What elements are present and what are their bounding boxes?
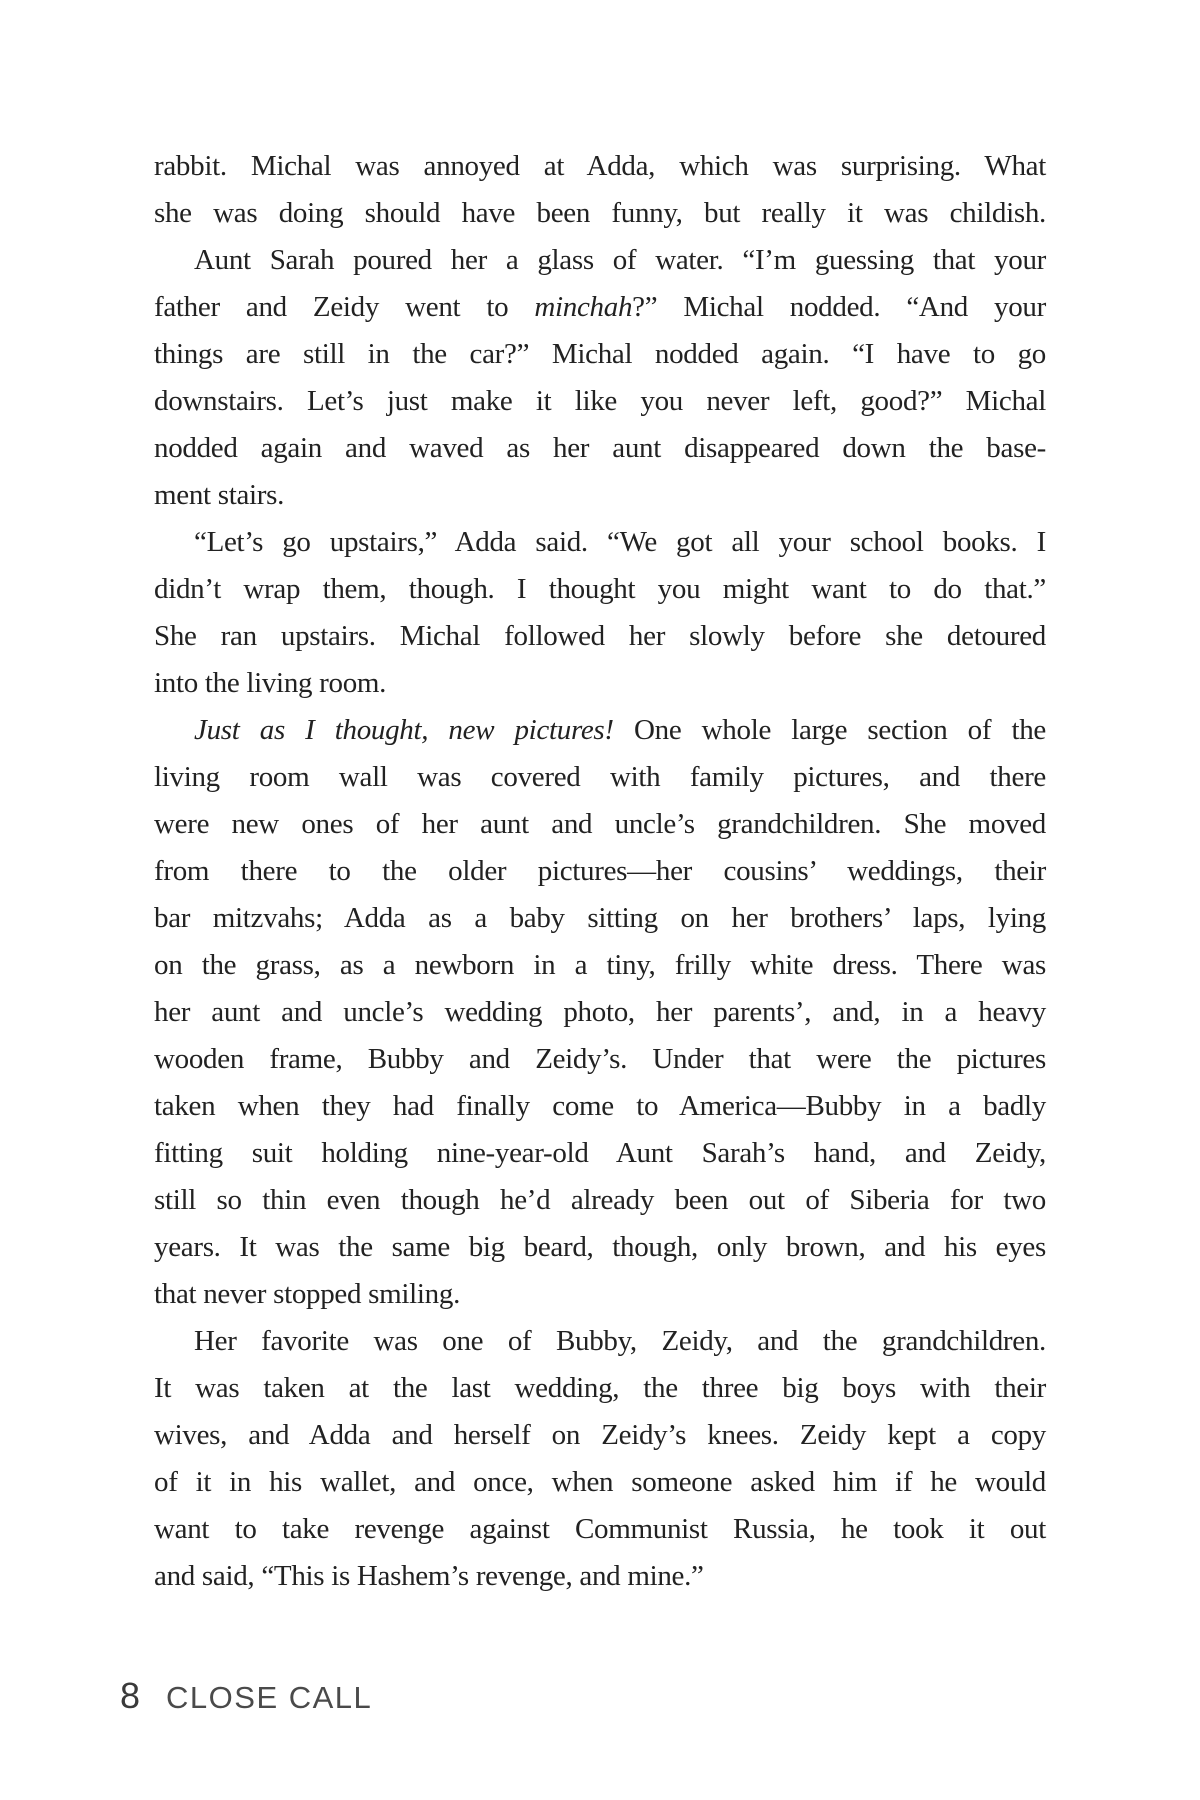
text-segment: ment stairs. xyxy=(154,479,285,511)
page-footer xyxy=(120,1675,373,1716)
text-line xyxy=(154,331,1046,378)
running-title: CLOSE CALL xyxy=(166,1680,373,1715)
italic-text-segment: minchah xyxy=(534,291,633,323)
text-segment: years. It was the same big beard, though, only brown, and his eyes xyxy=(154,1231,1046,1263)
page-number: 8 xyxy=(120,1675,141,1716)
text-line xyxy=(154,707,1046,754)
text-segment: downstairs. Let’s just make it like you never left, good?” Michal xyxy=(154,385,1046,417)
text-segment: She ran upstairs. Michal followed her slowly before she detoured xyxy=(154,620,1046,652)
text-line xyxy=(154,378,1046,425)
text-segment: that never stopped smiling. xyxy=(154,1278,461,1310)
text-line xyxy=(154,1459,1046,1506)
text-segment: rabbit. Michal was annoyed at Adda, which was surprising. What xyxy=(154,150,1046,182)
text-segment: bar mitzvahs; Adda as a baby sitting on her brothers’ laps, lying xyxy=(154,902,1046,934)
text-segment: living room wall was covered with family pictures, and there xyxy=(154,761,1046,793)
text-line xyxy=(154,942,1046,989)
text-line xyxy=(154,190,1046,237)
text-segment: things are still in the car?” Michal nodded again. “I have to go xyxy=(154,338,1046,370)
text-segment: and said, “This is Hashem’s revenge, and mine.” xyxy=(154,1560,704,1592)
text-line xyxy=(154,754,1046,801)
text-line xyxy=(154,1083,1046,1130)
text-line xyxy=(154,895,1046,942)
text-line xyxy=(154,1506,1046,1553)
text-segment: “Let’s go upstairs,” Adda said. “We got all your school books. I xyxy=(194,526,1046,558)
text-segment: want to take revenge against Communist Russia, he took it out xyxy=(154,1513,1046,1545)
text-line xyxy=(154,989,1046,1036)
text-segment: ?” Michal nodded. “And your xyxy=(632,291,1046,323)
text-line xyxy=(154,425,1046,472)
text-segment: on the grass, as a newborn in a tiny, frilly white dress. There was xyxy=(154,949,1046,981)
text-segment: still so thin even though he’d already been out of Siberia for two xyxy=(154,1184,1046,1216)
italic-text-segment: Just as I thought, new pictures! xyxy=(194,714,614,746)
text-line xyxy=(154,1177,1046,1224)
text-line xyxy=(154,519,1046,566)
text-line xyxy=(154,472,1046,519)
text-segment: Her favorite was one of Bubby, Zeidy, and the grandchildren. xyxy=(194,1325,1046,1357)
text-segment: father and Zeidy went to xyxy=(154,291,535,323)
text-segment: wives, and Adda and herself on Zeidy’s knees. Zeidy kept a copy xyxy=(154,1419,1046,1451)
text-line xyxy=(154,660,1046,707)
text-segment: It was taken at the last wedding, the three big boys with their xyxy=(154,1372,1046,1404)
text-segment: from there to the older pictures—her cousins’ weddings, their xyxy=(154,855,1046,887)
text-segment: taken when they had finally come to America—Bubby in a badly xyxy=(154,1090,1046,1122)
text-segment: wooden frame, Bubby and Zeidy’s. Under that were the pictures xyxy=(154,1043,1046,1075)
text-segment: nodded again and waved as her aunt disappeared down the base- xyxy=(154,432,1046,464)
text-segment: One whole large section of the xyxy=(613,714,1046,746)
text-segment: of it in his wallet, and once, when someone asked him if he would xyxy=(154,1466,1046,1498)
text-segment: didn’t wrap them, though. I thought you might want to do that.” xyxy=(154,573,1046,605)
text-line xyxy=(154,237,1046,284)
text-line xyxy=(154,1271,1046,1318)
text-segment: were new ones of her aunt and uncle’s grandchildren. She moved xyxy=(154,808,1046,840)
text-line xyxy=(154,1553,1046,1600)
text-line xyxy=(154,1365,1046,1412)
body-text xyxy=(154,143,1046,1600)
text-segment: into the living room. xyxy=(154,667,387,699)
text-line xyxy=(154,801,1046,848)
text-line xyxy=(154,1130,1046,1177)
text-line xyxy=(154,1318,1046,1365)
text-line xyxy=(154,1224,1046,1271)
text-line xyxy=(154,143,1046,190)
text-line xyxy=(154,1036,1046,1083)
text-line xyxy=(154,848,1046,895)
text-segment: she was doing should have been funny, but really it was childish. xyxy=(154,197,1046,229)
text-segment: Aunt Sarah poured her a glass of water. “I’m guessing that your xyxy=(194,244,1046,276)
text-segment: fitting suit holding nine-year-old Aunt Sarah’s hand, and Zeidy, xyxy=(154,1137,1046,1169)
text-line xyxy=(154,1412,1046,1459)
text-line xyxy=(154,566,1046,613)
text-line xyxy=(154,284,1046,331)
text-line xyxy=(154,613,1046,660)
text-segment: her aunt and uncle’s wedding photo, her parents’, and, in a heavy xyxy=(154,996,1046,1028)
